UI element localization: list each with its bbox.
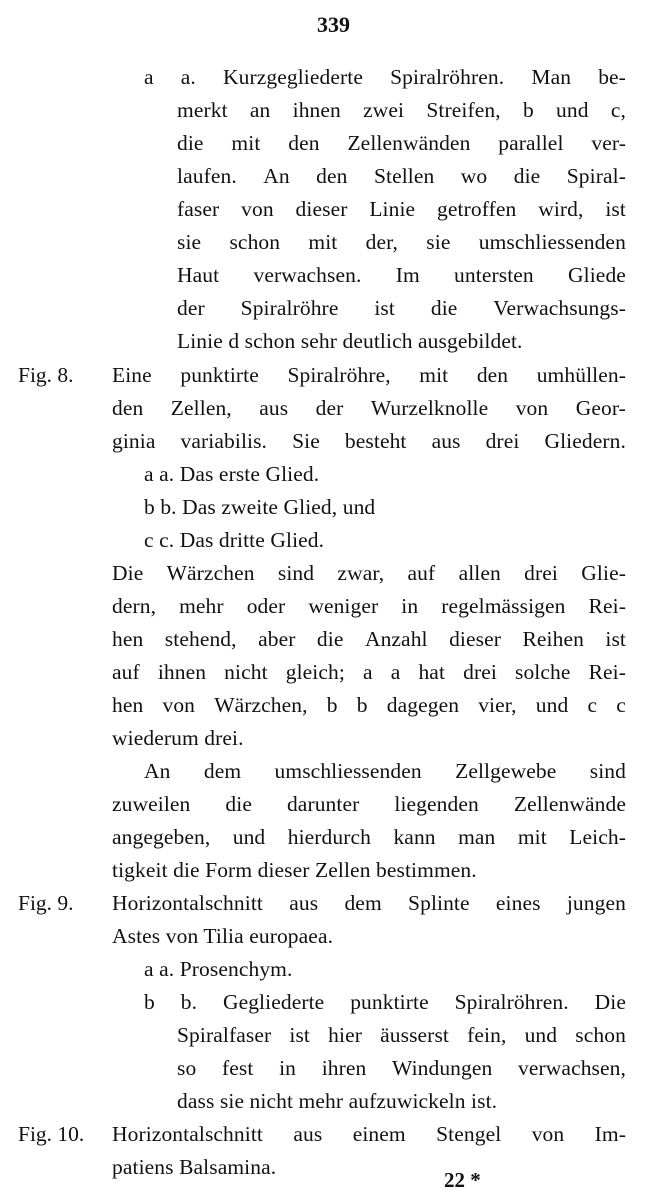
text-line: der Spiralröhre ist die Verwachsungs- (177, 296, 626, 320)
text-line: faser von dieser Linie getroffen wird, ist (177, 197, 626, 221)
text-line: a a. Kurzgegliederte Spiralröhren. Man be- (144, 65, 626, 89)
text-line: Haut verwachsen. Im untersten Gliede (177, 263, 626, 287)
text-line: Linie d schon sehr deutlich ausgebildet. (177, 329, 523, 353)
figure-label: Fig. 10. (18, 1122, 85, 1146)
text-line: patiens Balsamina. (112, 1155, 277, 1179)
text-line: so fest in ihren Windungen verwachsen, (177, 1056, 626, 1080)
text-line: a a. Prosenchym. (144, 957, 293, 981)
text-line: den Zellen, aus der Wurzelknolle von Geor- (112, 396, 626, 420)
text-line: laufen. An den Stellen wo die Spiral- (177, 164, 626, 188)
text-line: ginia variabilis. Sie besteht aus drei Gliedern. (112, 429, 626, 453)
text-line: An dem umschliessenden Zellgewebe sind (144, 759, 626, 783)
text-line: zuweilen die darunter liegenden Zellenwände (112, 792, 626, 816)
text-line: hen stehend, aber die Anzahl dieser Reihen ist (112, 627, 626, 651)
text-line: c c. Das dritte Glied. (144, 528, 325, 552)
text-line: Spiralfaser ist hier äusserst fein, und schon (177, 1023, 626, 1047)
text-line: Astes von Tilia europaea. (112, 924, 334, 948)
text-line: Die Wärzchen sind zwar, auf allen drei Glie- (112, 561, 626, 585)
text-line: angegeben, und hierdurch kann man mit Leich- (112, 825, 626, 849)
text-line: die mit den Zellenwänden parallel ver- (177, 131, 626, 155)
figure-label: Fig. 8. (18, 363, 74, 387)
page-number: 339 (317, 12, 350, 37)
text-line: b b. Das zweite Glied, und (144, 495, 376, 519)
text-line: dass sie nicht mehr aufzuwickeln ist. (177, 1089, 498, 1113)
figure-label: Fig. 9. (18, 891, 74, 915)
text-line: Horizontalschnitt aus einem Stengel von Im- (112, 1122, 626, 1146)
text-line: Eine punktirte Spiralröhre, mit den umhüllen- (112, 363, 626, 387)
text-line: auf ihnen nicht gleich; a a hat drei solche Rei- (112, 660, 626, 684)
text-line: a a. Das erste Glied. (144, 462, 320, 486)
text-line: merkt an ihnen zwei Streifen, b und c, (177, 98, 626, 122)
text-line: b b. Gegliederte punktirte Spiralröhren. Die (144, 990, 626, 1014)
text-line: tigkeit die Form dieser Zellen bestimmen. (112, 858, 477, 882)
text-line: wiederum drei. (112, 726, 244, 750)
text-line: hen von Wärzchen, b b dagegen vier, und c c (112, 693, 626, 717)
text-line: Horizontalschnitt aus dem Splinte eines jungen (112, 891, 626, 915)
signature-mark: 22 * (444, 1168, 481, 1192)
text-line: sie schon mit der, sie umschliessenden (177, 230, 626, 254)
text-line: dern, mehr oder weniger in regelmässigen Rei- (112, 594, 626, 618)
